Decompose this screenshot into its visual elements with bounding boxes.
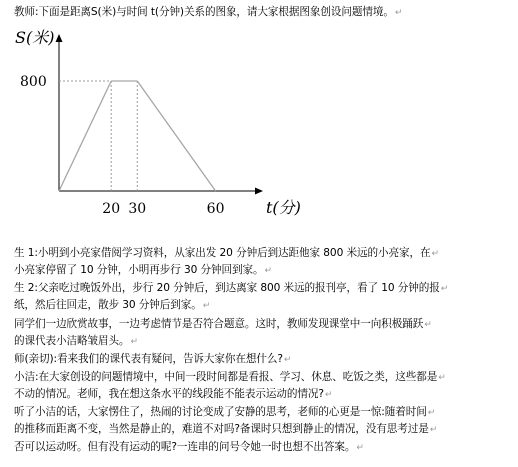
text-line-content: 的推移而距离不变，当然是静止的，难道不对吗?备课时只想到静止的情况，没有思考过是 [14,423,429,435]
paragraph-mark-icon: ↵ [356,443,364,453]
paragraph-mark-icon: ↵ [283,355,292,365]
y-axis-arrow-icon [56,34,63,42]
series-segment [59,81,111,191]
text-line [14,351,291,368]
paragraph-mark-icon: ↵ [202,301,211,311]
paragraph-mark-icon: ↵ [394,8,403,18]
paragraph-mark-icon: ↵ [427,408,436,418]
paragraph-mark-icon: ↵ [440,284,449,294]
text-line [14,386,332,403]
text-line [14,404,435,421]
text-line [14,333,138,350]
x-axis-arrow-icon [255,188,263,195]
text-line [14,297,210,314]
text-line-content: 听了小洁的话，大家愣住了，热闹的讨论变成了安静的思考，老师的心更是一惊:随着时间 [14,406,427,418]
y-axis-label: S(米) [15,28,55,47]
text-line-content: 的课代表小洁略皱眉头。 [14,335,130,347]
text-line-content: 不动的情况。老师，我在想这条水平的线段能不能表示运动的情况? [14,388,324,400]
text-line-content: 教师:下面是距离S(米)与时间 t(分钟)关系的图象，请大家根据图象创设问题情境。 [14,6,394,18]
text-line-content: 否可以运动呀。但有没有运动的呢?一连串的问号令她一时也想不出答案。 [14,441,356,453]
text-line-content: 生 1:小明到小亮家借阅学习资料，从家出发 20 分钟后到达距他家 800 米远的小亮家，在 [14,247,431,259]
paragraph-mark-icon: ↵ [264,266,272,276]
text-line [14,421,437,438]
paragraph-mark-icon: ↵ [431,249,439,259]
text-line [14,439,364,456]
y-tick-label: 800 [20,74,47,90]
text-line-content: 生 2:父亲吃过晚饭外出，步行 20 分钟后，到达离家 800 米远的报刊亭，看了 10 分钟的报 [14,282,440,294]
text-line [14,262,272,279]
x-axis-label: t(分) [266,198,301,217]
text-line-content: 师(亲切):看来我们的课代表有疑问，告诉大家你在想什么? [14,353,283,365]
text-line-content: 纸，然后往回走，散步 30 分钟后到家。 [14,299,202,311]
text-line [14,369,446,386]
text-line-content: 小洁:在大家创设的问题情境中，中间一段时间都是看报、学习、休息、吃饭之类，这些都是 [14,371,438,383]
text-line-content: 小亮家停留了 10 分钟，小明再步行 30 分钟回到家。 [14,264,264,276]
series-segment [137,81,215,191]
text-line [14,316,432,333]
paragraph-mark-icon: ↵ [324,390,333,400]
text-line [14,280,448,297]
x-tick-label: 30 [128,201,147,217]
x-tick-label: 20 [102,201,121,217]
text-line [14,4,402,21]
text-line-content: 同学们一边欣赏故事，一边考虑情节是否符合题意。这时，教师发现课堂中一向积极踊跃 [14,318,424,330]
paragraph-mark-icon: ↵ [438,373,446,383]
paragraph-mark-icon: ↵ [424,320,432,330]
paragraph-mark-icon: ↵ [429,425,438,435]
paragraph-mark-icon: ↵ [130,337,138,347]
x-tick-label: 60 [206,201,225,217]
text-line [14,245,439,262]
